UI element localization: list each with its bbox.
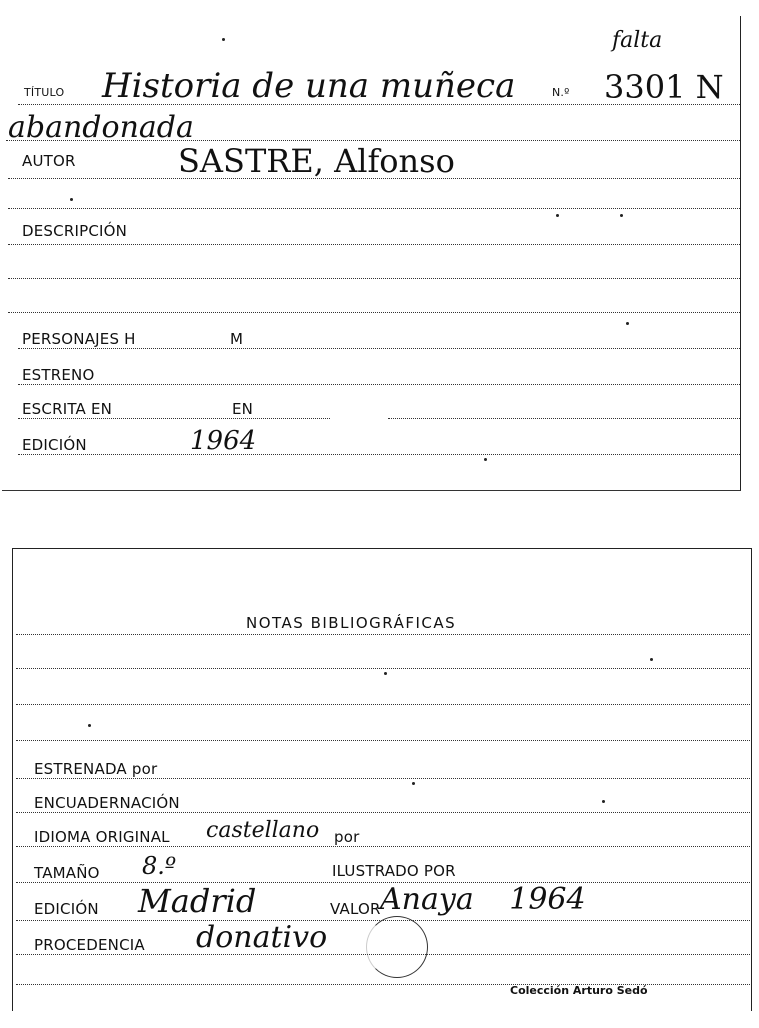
edicion-label: EDICIÓN	[22, 436, 87, 454]
collection-credit: Colección Arturo Sedó	[510, 984, 648, 997]
procedencia-rule	[16, 954, 750, 955]
valor-label: VALOR	[330, 900, 381, 918]
tamano-label: TAMAÑO	[34, 864, 100, 882]
ilustrado-label: ILUSTRADO POR	[332, 862, 456, 880]
estreno-rule	[18, 384, 740, 385]
tamano-value: 8.º	[142, 852, 177, 880]
stamp-circle	[366, 916, 428, 978]
notas-title: NOTAS BIBLIOGRÁFICAS	[246, 614, 457, 632]
scan-speck	[222, 38, 225, 41]
scan-speck	[602, 800, 605, 803]
autor-label: AUTOR	[22, 152, 76, 170]
encuadernacion-label: ENCUADERNACIÓN	[34, 794, 180, 812]
scan-speck	[650, 658, 653, 661]
escrita-en-label: EN	[232, 400, 254, 418]
scan-speck	[70, 198, 73, 201]
edicion-rule	[18, 454, 740, 455]
notas-rule	[16, 634, 750, 635]
titulo-value: Historia de una muñeca	[102, 66, 516, 106]
blank-rule-3	[8, 312, 740, 313]
blank-rule-1	[8, 208, 740, 209]
scan-speck	[384, 672, 387, 675]
personajes-rule	[18, 348, 740, 349]
scan-speck	[626, 322, 629, 325]
numero-value: 3301 N	[604, 68, 724, 106]
descripcion-rule	[8, 244, 740, 245]
idioma-value: castellano	[206, 818, 320, 843]
notas-blank-1	[16, 668, 750, 669]
edicion-label-bottom: EDICIÓN	[34, 900, 99, 918]
descripcion-label: DESCRIPCIÓN	[22, 222, 128, 240]
autor-rule	[8, 178, 740, 179]
numero-label: N.º	[552, 86, 570, 99]
estrenada-rule	[16, 778, 750, 779]
autor-value: SASTRE, Alfonso	[178, 142, 455, 180]
titulo-rule	[18, 104, 740, 105]
encuadernacion-rule	[16, 812, 750, 813]
scan-speck	[412, 782, 415, 785]
estreno-label: ESTRENO	[22, 366, 95, 384]
estrenada-label: ESTRENADA por	[34, 760, 158, 778]
escrita-label: ESCRITA EN	[22, 400, 113, 418]
notas-blank-3	[16, 740, 750, 741]
notas-blank-2	[16, 704, 750, 705]
edicion-value: 1964	[190, 426, 257, 456]
scan-speck	[556, 214, 559, 217]
escrita-rule-b	[388, 418, 740, 419]
procedencia-value: donativo	[196, 920, 328, 955]
titulo-label: TÍTULO	[24, 86, 65, 99]
escrita-rule	[18, 418, 330, 419]
blank-rule-2	[8, 278, 740, 279]
valor-value: Anaya 1964	[380, 882, 586, 917]
edicion-value-bottom: Madrid	[138, 882, 257, 920]
idioma-rule	[16, 846, 750, 847]
idioma-por-label: por	[334, 828, 360, 846]
corner-note: falta	[612, 28, 663, 53]
personajes-label: PERSONAJES H	[22, 330, 136, 348]
procedencia-label: PROCEDENCIA	[34, 936, 145, 954]
personajes-m-label: M	[230, 330, 244, 348]
scan-speck	[88, 724, 91, 727]
titulo-value-continued: abandonada	[8, 110, 194, 145]
scan-speck	[484, 458, 487, 461]
scan-speck	[620, 214, 623, 217]
titulo-rule-2	[6, 140, 740, 141]
idioma-label: IDIOMA ORIGINAL	[34, 828, 170, 846]
